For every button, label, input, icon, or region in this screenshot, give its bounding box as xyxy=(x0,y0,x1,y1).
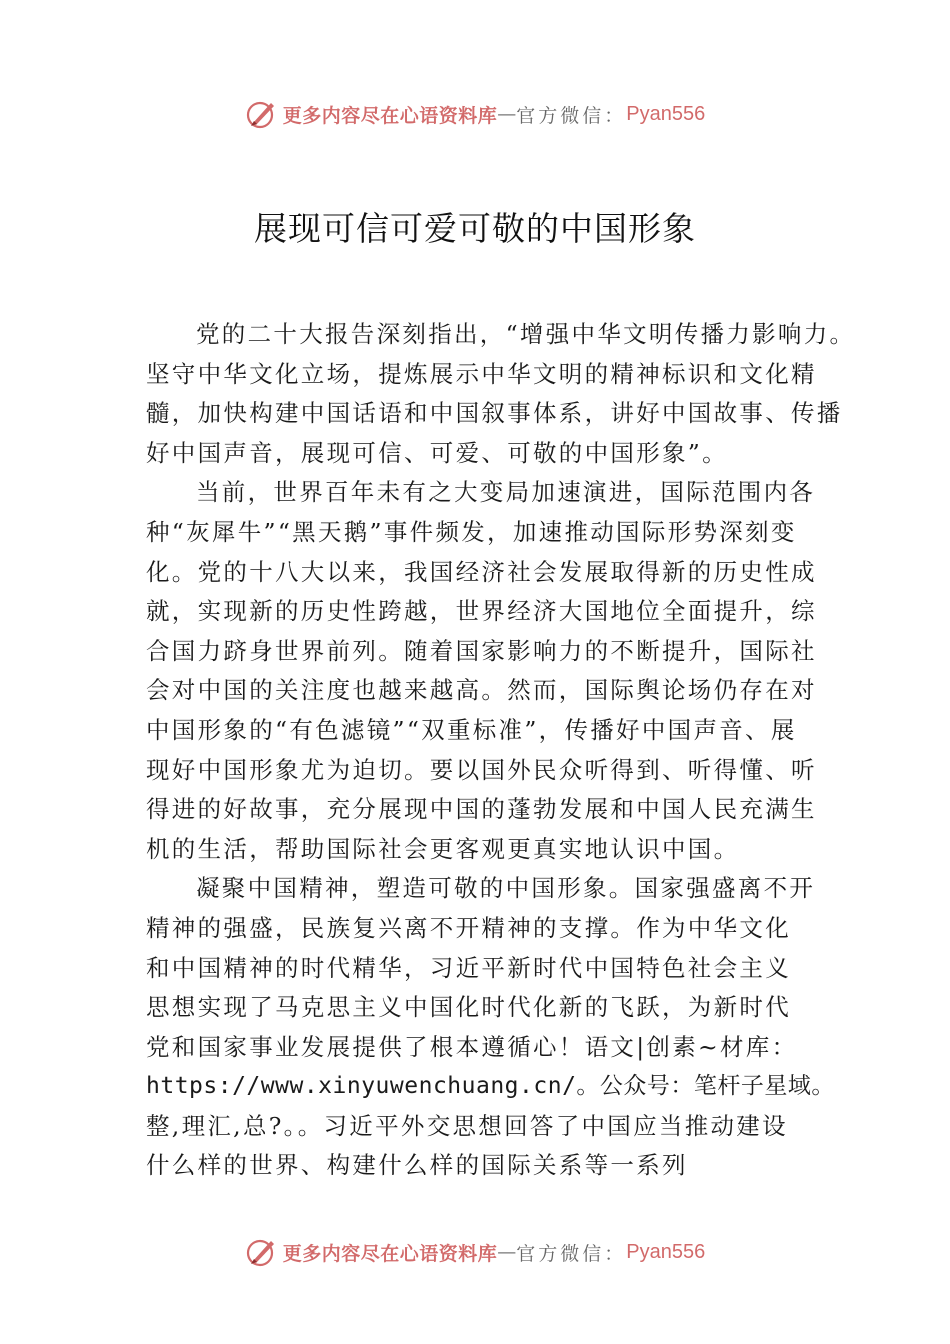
text-line: 坚守中华文化立场，提炼展示中华文明的精神标识和文化精 xyxy=(146,359,817,388)
document-body xyxy=(146,315,856,1186)
text-line: 思想实现了马克思主义中国化时代化新的飞跃，为新时代 xyxy=(146,993,791,1022)
banner-dash: — xyxy=(497,1241,517,1263)
text-line: 党的二十大报告深刻指出，“增强中华文明传播力影响力。 xyxy=(196,320,856,348)
text-line: 就，实现新的历史性跨越，世界经济大国地位全面提升，综 xyxy=(146,597,817,626)
text-line: 什么样的世界、构建什么样的国际关系等一系列 xyxy=(146,1151,688,1180)
document-title: 展现可信可爱可敬的中国形象 xyxy=(254,209,696,248)
banner-wechat-id: Pyan556 xyxy=(626,1240,706,1263)
text-line: 合国力跻身世界前列。随着国家影响力的不断提升，国际社 xyxy=(146,636,817,665)
text-line: 中国形象的“有色滤镜”“双重标准”，传播好中国声音、展 xyxy=(146,715,797,744)
text-line: 机的生活，帮助国际社会更客观更真实地认识中国。 xyxy=(146,834,740,863)
text-line: 党和国家事业发展提供了根本遵循心！语文|创素~材库： xyxy=(146,1032,798,1061)
text-line: 凝聚中国精神，塑造可敬的中国形象。国家强盛离不开 xyxy=(196,874,816,903)
text-line: 种“灰犀牛”“黑天鹅”事件频发，加速推动国际形势深刻变 xyxy=(146,517,797,546)
text-line: 髓，加快构建中国话语和中国叙事体系，讲好中国故事、传播 xyxy=(146,399,843,428)
text-line: 和中国精神的时代精华，习近平新时代中国特色社会主义 xyxy=(146,953,791,982)
text-line: 会对中国的关注度也越来越高。然而，国际舆论场仍存在对 xyxy=(146,676,817,705)
text-line: 整,理汇,总?。。习近平外交思想回答了中国应当推动建设 xyxy=(146,1111,788,1140)
quill-logo-icon xyxy=(245,97,279,131)
text-line: 得进的好故事，充分展现中国的蓬勃发展和中国人民充满生 xyxy=(146,795,817,824)
text-line: 化。党的十八大以来，我国经济社会发展取得新的历史性成 xyxy=(146,557,817,586)
quill-logo-icon xyxy=(245,1235,279,1269)
text-line: 精神的强盛，民族复兴离不开精神的支撑。作为中华文化 xyxy=(146,913,791,942)
banner-official-label: 官方微信： xyxy=(516,1242,627,1265)
banner-prefix: 更多内容尽在心语资料库 xyxy=(282,1242,498,1265)
header-watermark-banner xyxy=(0,94,950,134)
text-line: 好中国声音，展现可信、可爱、可敬的中国形象”。 xyxy=(146,438,728,467)
text-line: https://www.xinyuwenchuang.cn/。公众号：笔杆子星域。 xyxy=(146,1073,835,1100)
footer-watermark-banner xyxy=(0,1232,950,1272)
banner-official-label: 官方微信： xyxy=(516,104,627,127)
banner-prefix: 更多内容尽在心语资料库 xyxy=(282,104,498,127)
text-line: 现好中国形象尤为迫切。要以国外民众听得到、听得懂、听 xyxy=(146,755,817,784)
banner-wechat-id: Pyan556 xyxy=(626,102,706,125)
banner-dash: — xyxy=(497,103,517,125)
text-line: 当前，世界百年未有之大变局加速演进，国际范围内各 xyxy=(196,478,816,507)
